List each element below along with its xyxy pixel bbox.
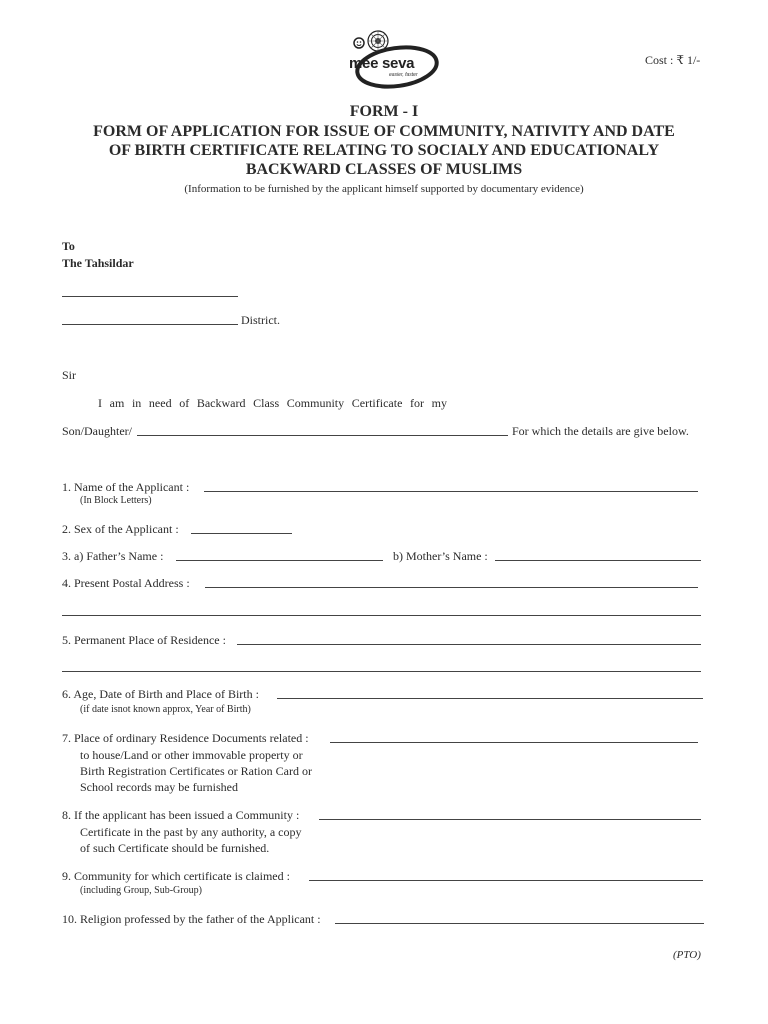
present-address-input-line-1[interactable] <box>205 587 698 588</box>
title-line-1: FORM OF APPLICATION FOR ISSUE OF COMMUNITY, NATIVITY AND DATE <box>93 123 675 140</box>
field-7-label: 7. Place of ordinary Residence Documents related : <box>62 731 309 745</box>
title-line-2: OF BIRTH CERTIFICATE RELATING TO SOCIALY AND EDUCATIONALY <box>108 142 660 159</box>
age-dob-input-line[interactable] <box>277 698 703 699</box>
permanent-residence-input-line-2[interactable] <box>62 671 701 672</box>
cost-label: Cost : ₹ 1/- <box>645 53 701 67</box>
title-line-3: BACKWARD CLASSES OF MUSLIMS <box>245 161 523 178</box>
previous-certificate-input-line[interactable] <box>319 819 701 820</box>
field-5-label: 5. Permanent Place of Residence : <box>62 633 226 647</box>
field-6-label: 6. Age, Date of Birth and Place of Birth : <box>62 687 259 701</box>
applicant-name-input-line[interactable] <box>204 491 698 492</box>
son-daughter-label: Son/Daughter/ <box>62 424 132 438</box>
father-name-input-line[interactable] <box>176 560 383 561</box>
community-input-line[interactable] <box>309 880 703 881</box>
residence-documents-input-line[interactable] <box>330 742 698 743</box>
field-6-note: (if date isnot known approx, Year of Birth) <box>80 704 251 715</box>
field-2-label: 2. Sex of the Applicant : <box>62 522 179 536</box>
religion-input-line[interactable] <box>335 923 704 924</box>
district-input-line[interactable] <box>62 324 238 325</box>
field-8-line-2: Certificate in the past by any authority, a copy <box>80 825 302 839</box>
field-1-label: 1. Name of the Applicant : <box>62 480 190 494</box>
field-3b-label: b) Mother’s Name : <box>393 549 488 563</box>
field-1-note: (In Block Letters) <box>80 495 152 506</box>
salutation: Sir <box>62 368 77 382</box>
district-label: District. <box>241 313 280 327</box>
addressee: The Tahsildar <box>62 256 134 270</box>
details-label: For which the details are give below. <box>512 424 689 438</box>
mother-name-input-line[interactable] <box>495 560 701 561</box>
letter-body-line: I am in need of Backward Class Community Certificate for my <box>98 396 447 410</box>
address-line-1[interactable] <box>62 296 238 297</box>
field-3a-label: 3. a) Father’s Name : <box>62 549 164 563</box>
field-9-label: 9. Community for which certificate is claimed : <box>62 869 290 883</box>
son-daughter-input-line[interactable] <box>137 435 508 436</box>
field-8-line-3: of such Certificate should be furnished. <box>80 841 270 855</box>
field-4-label: 4. Present Postal Address : <box>62 576 190 590</box>
field-10-label: 10. Religion professed by the father of the Applicant : <box>62 912 321 926</box>
field-7-line-2: to house/Land or other immovable property or <box>80 748 303 762</box>
form-subtitle: (Information to be furnished by the applicant himself supported by documentary evidence) <box>184 183 584 195</box>
pto-label: (PTO) <box>673 949 701 961</box>
form-number: FORM - I <box>349 103 419 120</box>
field-7-line-4: School records may be furnished <box>80 780 238 794</box>
field-9-note: (including Group, Sub-Group) <box>80 885 202 896</box>
field-8-label: 8. If the applicant has been issued a Community : <box>62 808 300 822</box>
sex-input-line[interactable] <box>191 533 292 534</box>
present-address-input-line-2[interactable] <box>62 615 701 616</box>
logo-tagline: easier, faster <box>389 72 418 78</box>
to-label: To <box>62 239 75 253</box>
logo-text: mee seva <box>349 55 415 72</box>
permanent-residence-input-line-1[interactable] <box>237 644 701 645</box>
field-7-line-3: Birth Registration Certificates or Ration Card or <box>80 764 312 778</box>
